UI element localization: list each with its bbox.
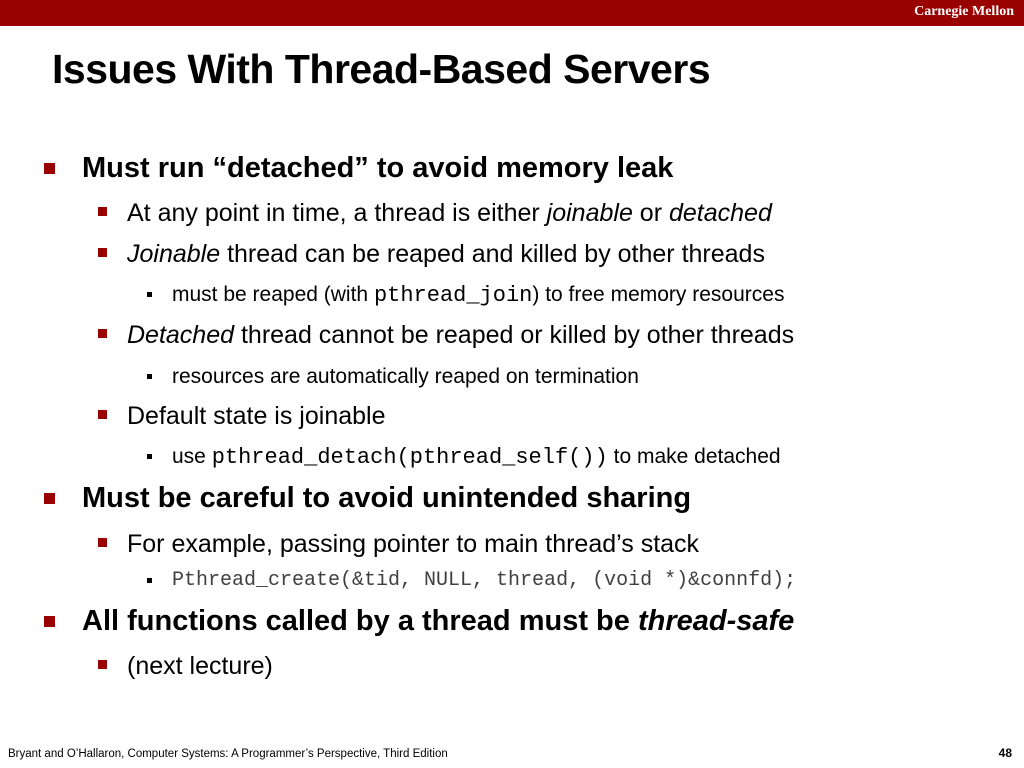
bullet-text: Detached thread cannot be reaped or killed by other threads: [127, 321, 795, 349]
bullet-text: Joinable thread can be reaped and killed by other threads: [127, 240, 765, 268]
bullet-square-icon: [98, 538, 107, 547]
brand-label: Carnegie Mellon: [914, 4, 1014, 19]
bullet-square-icon: [98, 410, 107, 419]
code-text: pthread_detach(pthread_self()): [211, 445, 608, 470]
bullet-square-icon: [44, 163, 55, 174]
page-number: 48: [998, 746, 1012, 760]
code-line: Pthread_create(&tid, NULL, thread, (void *)&connfd);: [172, 569, 797, 592]
bullet-text: (next lecture): [127, 652, 273, 680]
code-text: pthread_join: [373, 283, 533, 308]
bullet-text: resources are automatically reaped on termination: [172, 365, 639, 388]
bullet-text: At any point in time, a thread is either joinable or detached: [127, 199, 772, 227]
bullet-square-icon: [98, 207, 107, 216]
slide-title: Issues With Thread-Based Servers: [52, 46, 711, 92]
bullet-text: Default state is joinable: [127, 402, 386, 430]
bullet-square-icon: [44, 616, 55, 627]
bullet-small-square-icon: [147, 374, 152, 379]
bullet-small-square-icon: [147, 578, 152, 583]
bullet-text: use pthread_detach(pthread_self()) to make detached: [172, 445, 781, 470]
bullet-square-icon: [98, 329, 107, 338]
bullet-square-icon: [98, 248, 107, 257]
bullet-small-square-icon: [147, 292, 152, 297]
header-bar: [0, 0, 1024, 26]
bullet-square-icon: [44, 493, 55, 504]
bullet-small-square-icon: [147, 454, 152, 459]
bullet-text: For example, passing pointer to main thread’s stack: [127, 530, 700, 558]
bullet-text: must be reaped (with pthread_join) to free memory resources: [172, 283, 785, 308]
footer-citation: Bryant and O’Hallaron, Computer Systems: A Programmer’s Perspective, Third Edition: [8, 748, 448, 760]
bullet-text: All functions called by a thread must be thread-safe: [82, 605, 795, 637]
bullet-text: Must be careful to avoid unintended sharing: [82, 482, 692, 514]
bullet-square-icon: [98, 660, 107, 669]
bullet-text: Must run “detached” to avoid memory leak: [82, 152, 674, 184]
